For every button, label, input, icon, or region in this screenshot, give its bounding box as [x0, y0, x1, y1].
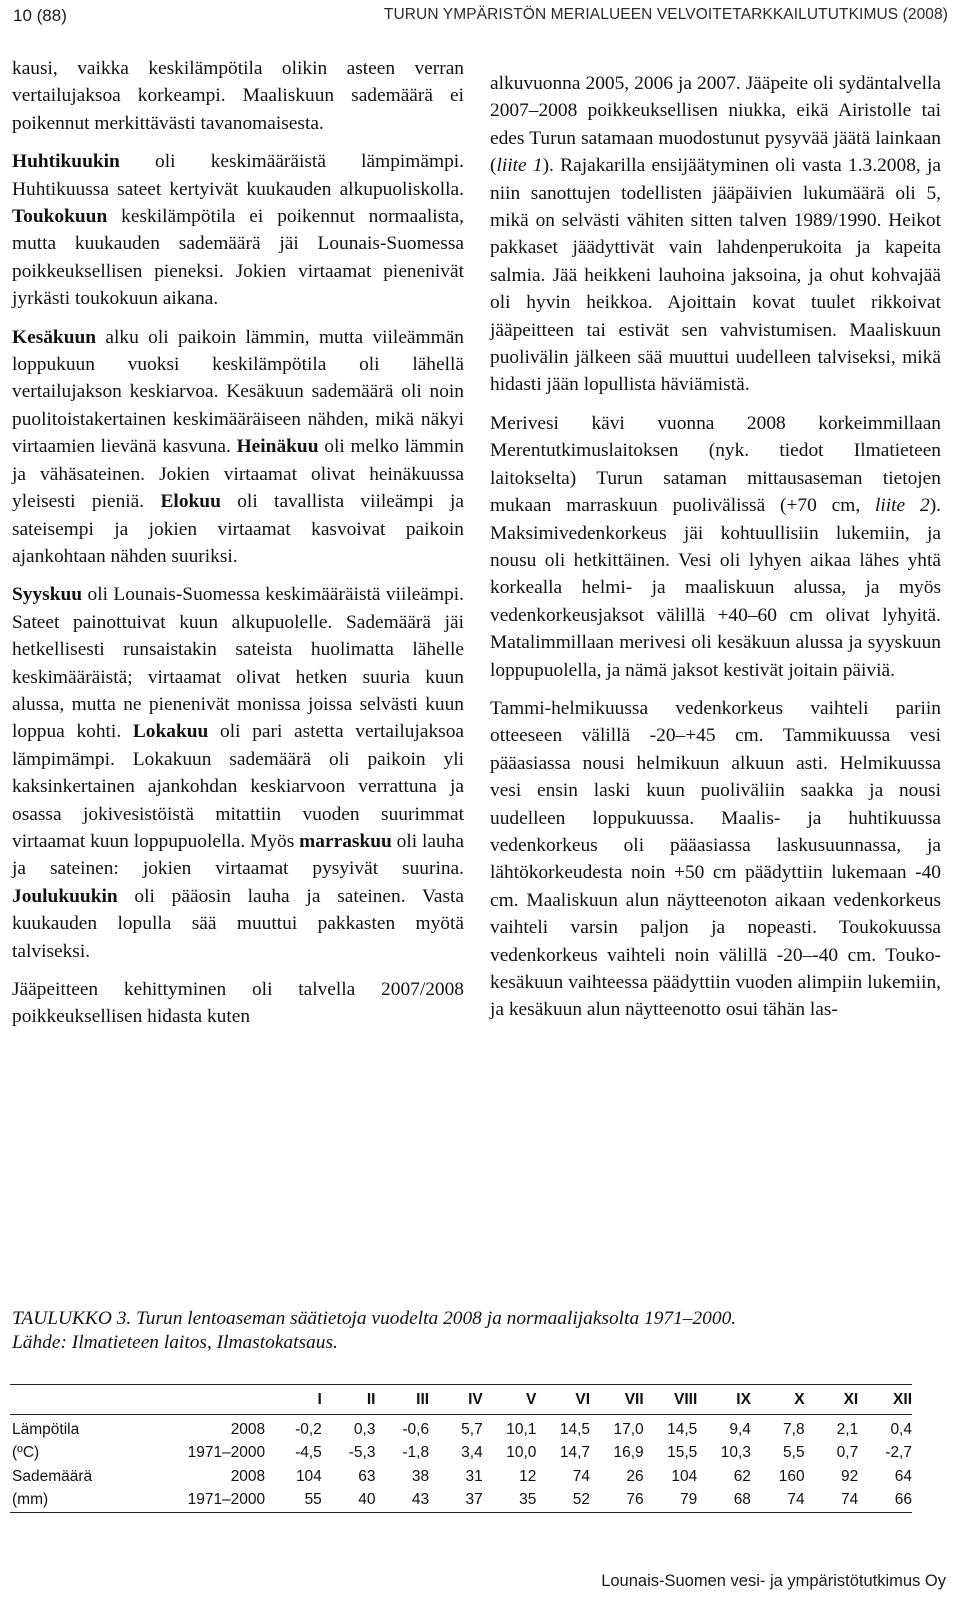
table-cell: 92	[840, 1467, 859, 1485]
table-cell: 5,5	[783, 1444, 805, 1462]
table-body	[10, 1415, 912, 1513]
table-cell: 38	[411, 1467, 430, 1485]
table-cell: 40	[358, 1491, 376, 1509]
table-cell: 104	[671, 1467, 698, 1485]
appendix-ref: liite 2	[875, 495, 930, 517]
table-cell: 0,4	[890, 1420, 912, 1438]
table-cell: 63	[358, 1467, 376, 1485]
page-number: 10 (88)	[13, 6, 67, 25]
month-header: VIII	[674, 1390, 698, 1408]
table-cell: 14,5	[559, 1420, 591, 1438]
table-cell: 76	[626, 1491, 644, 1509]
month-term: Joulukuukin	[12, 885, 118, 907]
table-cell: 7,8	[783, 1420, 805, 1438]
table-cell: -0,2	[295, 1420, 322, 1438]
table-cell: 14,7	[559, 1444, 591, 1462]
month-term: Heinäkuu	[236, 436, 319, 458]
month-term: Toukokuun	[12, 206, 108, 228]
row-period: 2008	[230, 1420, 266, 1438]
month-term: marraskuu	[299, 830, 392, 852]
table-cell: 37	[465, 1491, 483, 1509]
table-cell: 104	[295, 1467, 322, 1485]
page-header	[13, 6, 948, 32]
month-term: Elokuu	[160, 491, 221, 513]
table-cell: 43	[411, 1491, 430, 1509]
caption-title: TAULUKKO 3. Turun lentoaseman säätietoja vuodelta 2008 ja normaalijaksolta 1971–2000.	[12, 1308, 737, 1329]
header-blank	[122, 1385, 268, 1415]
month-header: XII	[893, 1390, 912, 1408]
right-column	[490, 70, 941, 1024]
table-cell: 160	[778, 1467, 805, 1485]
table-cell: 10,1	[506, 1420, 537, 1438]
table-cell: 74	[572, 1467, 591, 1485]
table-cell: -1,8	[402, 1444, 430, 1462]
month-term: Kesäkuun	[12, 326, 97, 348]
table-cell: 16,9	[613, 1444, 644, 1462]
table-cell: 79	[680, 1491, 698, 1509]
paragraph: Jääpeitteen kehittyminen oli talvella 2007/2008 poikkeuksellisen hidasta kuten	[12, 979, 464, 1028]
paragraph: Huhtikuukin oli keskimääräistä lämpimämpi. Huhtikuussa sateet kertyivät kuukauden alkupuoliskolla. Toukokuun keskilämpötila ei poikennut normaalista, mutta kuukauden sademäärä jäi Lounais-Suomessa poikkeuksellisen pieneksi. Jokien virtaamat pienenivät jyrkästi toukokuun aikana.	[12, 151, 464, 310]
table-cell: -2,7	[885, 1444, 912, 1462]
table-cell: 35	[519, 1491, 537, 1509]
table-cell: 66	[894, 1491, 912, 1509]
footer-publisher: Lounais-Suomen vesi- ja ympäristötutkimus Oy	[601, 1572, 946, 1590]
month-header: XI	[843, 1390, 859, 1408]
month-header: VI	[575, 1390, 591, 1408]
table-cell: -4,5	[295, 1444, 322, 1462]
table-cell: 68	[733, 1491, 751, 1509]
month-term: Lokakuu	[132, 721, 209, 743]
table-row	[10, 1489, 912, 1513]
table-cell: 26	[626, 1467, 644, 1485]
table-row	[10, 1415, 912, 1442]
paragraph: Tammi-helmikuussa vedenkorkeus vaihteli pariin otteeseen välillä -20–+45 cm. Tammikuussa vesi pääasiassa nousi helmikuun alkuun asti. Helmikuussa vesi ensin laski kuun puoliväliin saakka ja nousi uudelleen loppukuussa. Maalis- ja huhtikuussa vedenkorkeus oli pääasiassa laskusuunnassa, ja lähtökorkeudesta noin +50 cm päädyttiin lukemaan -40 cm. Maaliskuun alun näytteenoton aikaan vedenkorkeus vaihteli varsin paljon ja nopeasti. Toukokuussa vedenkorkeus vaihteli noin välillä -20–-40 cm. Touko-kesäkuun vaihteessa päädyttiin vuoden alimpiin lukemiin, ja kesäkuun alun näytteenotto osui tähän las-	[490, 697, 941, 1021]
table-cell: 12	[519, 1467, 537, 1485]
table-cell: 14,5	[667, 1420, 698, 1438]
table-cell: 10,0	[506, 1444, 537, 1462]
weather-table	[10, 1384, 912, 1513]
table-cell: 3,4	[461, 1444, 483, 1462]
table-row	[10, 1465, 912, 1489]
row-parameter: (mm)	[12, 1491, 49, 1509]
month-header: X	[794, 1390, 805, 1408]
table-cell: 74	[787, 1491, 805, 1509]
table-cell: 64	[894, 1467, 912, 1485]
paragraph: kausi, vaikka keskilämpötila olikin asteen verran vertailujaksoa korkeampi. Maaliskuun sademäärä ei poikennut merkittävästi tavanomaisesta.	[12, 58, 464, 134]
table-cell: -0,6	[402, 1420, 430, 1438]
table-cell: 62	[733, 1467, 751, 1485]
table-cell: 9,4	[729, 1420, 751, 1438]
table-cell: 2,1	[836, 1420, 859, 1438]
month-term: Huhtikuukin	[12, 151, 120, 173]
row-period: 1971–2000	[187, 1491, 266, 1509]
left-column	[12, 55, 464, 1031]
header-blank	[10, 1385, 122, 1415]
table-cell: 74	[840, 1491, 859, 1509]
row-parameter: (ºC)	[12, 1444, 40, 1462]
table-row	[10, 1442, 912, 1466]
table-cell: 0,3	[353, 1420, 376, 1438]
paragraph: Syyskuu oli Lounais-Suomessa keskimääräistä viileämpi. Sateet painottuivat kuun alkupuolelle. Sademäärä jäi hetkellisesti runsaistakin sateista huolimatta lähelle keskimääräistä; virtaamat olivat hetken suuria kuun alussa, mutta ne pienenivät monissa joissa selvästi kuun loppua kohti. Lokakuu oli pari astetta vertailujaksoa lämpimämpi. Lokakuun sademäärä oli paikoin yli kaksinkertainen ajankohdan keskiarvoon verrattuna ja osassa jokivesistöistä mitattiin vuoden suurimmat virtaamat kuun loppupuolella. Myös marraskuu oli lauha ja sateinen: jokien virtaamat pysyivät suurina. Joulukuukin oli pääosin lauha ja sateinen. Vasta kuukauden lopulla sää muuttui pakkasten myötä talviseksi.	[12, 584, 465, 962]
row-parameter: Lämpötila	[12, 1420, 80, 1438]
paragraph: Merivesi kävi vuonna 2008 korkeimmillaan Merentutkimuslaitoksen (nyk. tiedot Ilmatieteen laitokselta) Turun sataman mittausaseman tietojen mukaan marraskuun puolivälissä (+70 cm, liite 2). Maksimivedenkorkeus jäi kohtuullisiin lukemiin, ja nousu oli hetkittäinen. Vesi oli lyhyen aikaa lähes yhtä korkealla helmi- ja maaliskuun alussa, ja myös vedenkorkeusjaksot välillä +40–60 cm olivat lyhyitä. Matalimmillaan merivesi oli kesäkuun alussa ja syyskuun loppupuolella, ja nämä jaksot kestivät joitain päiviä.	[490, 412, 941, 681]
month-header: I	[317, 1390, 322, 1408]
month-header: IX	[736, 1390, 751, 1408]
table-caption	[12, 1307, 947, 1355]
paragraph: alkuvuonna 2005, 2006 ja 2007. Jääpeite oli sydäntalvella 2007–2008 poikkeuksellisen niukka, eikä Airistolle tai edes Turun satamaan muodostunut pysyvää jäätä lainkaan (liite 1). Rajakarilla ensijäätyminen oli vasta 1.3.2008, ja niin sanottujen todellisten jääpäivien lukumäärä oli 5, mikä on selvästi vähiten sitten talven 1989/1990. Heikot pakkaset jäädyttivät vain lahdenperukoita ja kapeita salmia. Jää heikkeni lauhoina jaksoina, ja ohut kohvajää oli hyvin heikkoa. Ajoittain kovat tuulet rikkoivat jääpeitteen tai estivät sen vahvistumisen. Maaliskuun puolivälin jälkeen sää muuttui uudelleen talviseksi, mikä hidasti jään lopullista häviämistä.	[490, 73, 941, 396]
paragraph: Kesäkuun alku oli paikoin lämmin, mutta viileämmän loppukuun vuoksi keskilämpötila oli lähellä vertailujakson keskiarvoa. Kesäkuun sademäärä oli noin puolitoistakertainen keskimääräiseen nähden, mikä näkyi virtaamien lievänä kasvuna. Heinäkuu oli melko lämmin ja vähäsateinen. Jokien virtaamat olivat heinäkuussa yleisesti pieniä. Elokuu oli tavallista viileämpi ja sateisempi ja jokien virtaamat kasvoivat paikoin ajankohtaan nähden suuriksi.	[12, 326, 464, 567]
table-cell: 15,5	[667, 1444, 698, 1462]
appendix-ref: liite 1	[496, 155, 543, 177]
table-cell: -5,3	[348, 1444, 376, 1462]
month-header: V	[526, 1390, 537, 1408]
table-cell: 5,7	[461, 1420, 483, 1438]
table-cell: 0,7	[836, 1444, 859, 1462]
table-header-row	[10, 1385, 912, 1415]
row-parameter: Sademäärä	[12, 1467, 93, 1485]
table-cell: 17,0	[613, 1420, 644, 1438]
caption-source: Lähde: Ilmatieteen laitos, Ilmastokatsaus.	[12, 1332, 338, 1353]
month-header: IV	[468, 1390, 483, 1408]
table-cell: 31	[465, 1467, 483, 1485]
row-period: 2008	[230, 1467, 266, 1485]
table-cell: 10,3	[720, 1444, 751, 1462]
table-cell: 52	[572, 1491, 591, 1509]
month-header: III	[416, 1390, 430, 1408]
month-header: VII	[624, 1390, 644, 1408]
row-period: 1971–2000	[187, 1444, 266, 1462]
month-header: II	[366, 1390, 376, 1408]
running-title: TURUN YMPÄRISTÖN MERIALUEEN VELVOITETARKKAILUTUTKIMUS (2008)	[383, 6, 948, 23]
month-term: Syyskuu	[12, 584, 83, 606]
table-cell: 55	[304, 1491, 322, 1509]
